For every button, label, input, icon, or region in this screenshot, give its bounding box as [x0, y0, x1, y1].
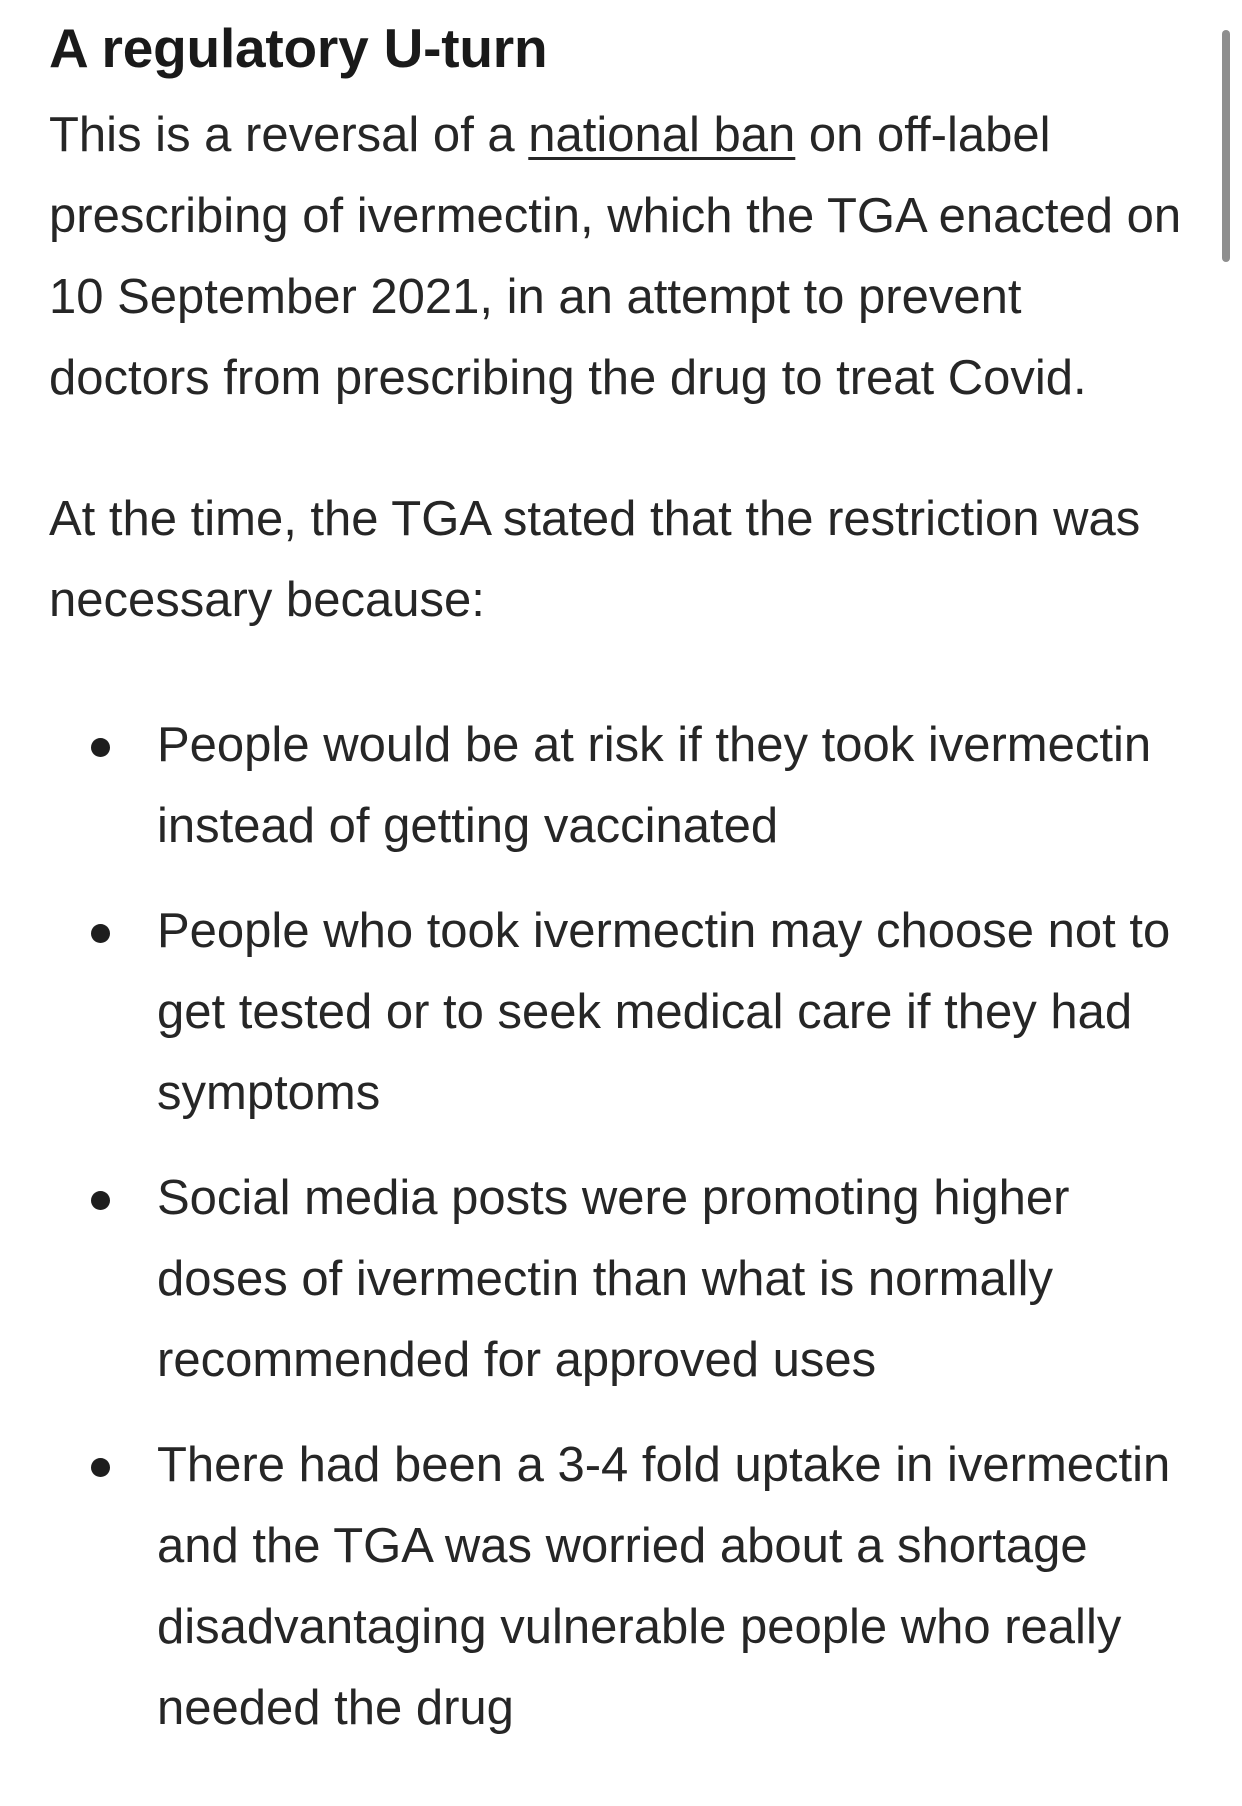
- national-ban-link[interactable]: national ban: [528, 108, 796, 162]
- paragraph-reversal: [49, 95, 1184, 419]
- list-item: [49, 1158, 1184, 1401]
- list-item-text: Social media posts were promoting higher doses of ivermectin than what is normally recommended for approved uses: [157, 1171, 1070, 1387]
- list-item: [49, 1425, 1184, 1749]
- list-item-text: People would be at risk if they took ivermectin instead of getting vaccinated: [157, 718, 1152, 853]
- paragraph-text-before-link: This is a reversal of a: [49, 108, 529, 162]
- article-body: [49, 14, 1184, 1773]
- list-item-text: There had been a 3-4 fold uptake in ivermectin and the TGA was worried about a shortage disadvantaging vulnerable people who really needed the drug: [157, 1438, 1171, 1735]
- bullet-icon: [91, 924, 110, 943]
- section-heading: A regulatory U-turn: [49, 17, 548, 79]
- reasons-list: [49, 705, 1184, 1749]
- scrollbar-thumb[interactable]: [1222, 30, 1230, 262]
- list-item: [49, 705, 1184, 867]
- bullet-icon: [91, 1458, 110, 1477]
- bullet-icon: [91, 1191, 110, 1210]
- list-item: [49, 891, 1184, 1134]
- paragraph-restriction: At the time, the TGA stated that the restriction was necessary because:: [49, 492, 1141, 627]
- paragraph-text-after-link: on off-label prescribing of ivermectin, which the TGA enacted on 10 September 2021, in an attempt to prevent doctors from prescribing the drug to treat Covid.: [49, 108, 1182, 405]
- list-item-text: People who took ivermectin may choose not to get tested or to seek medical care if they had symptoms: [157, 904, 1171, 1120]
- bullet-icon: [91, 738, 110, 757]
